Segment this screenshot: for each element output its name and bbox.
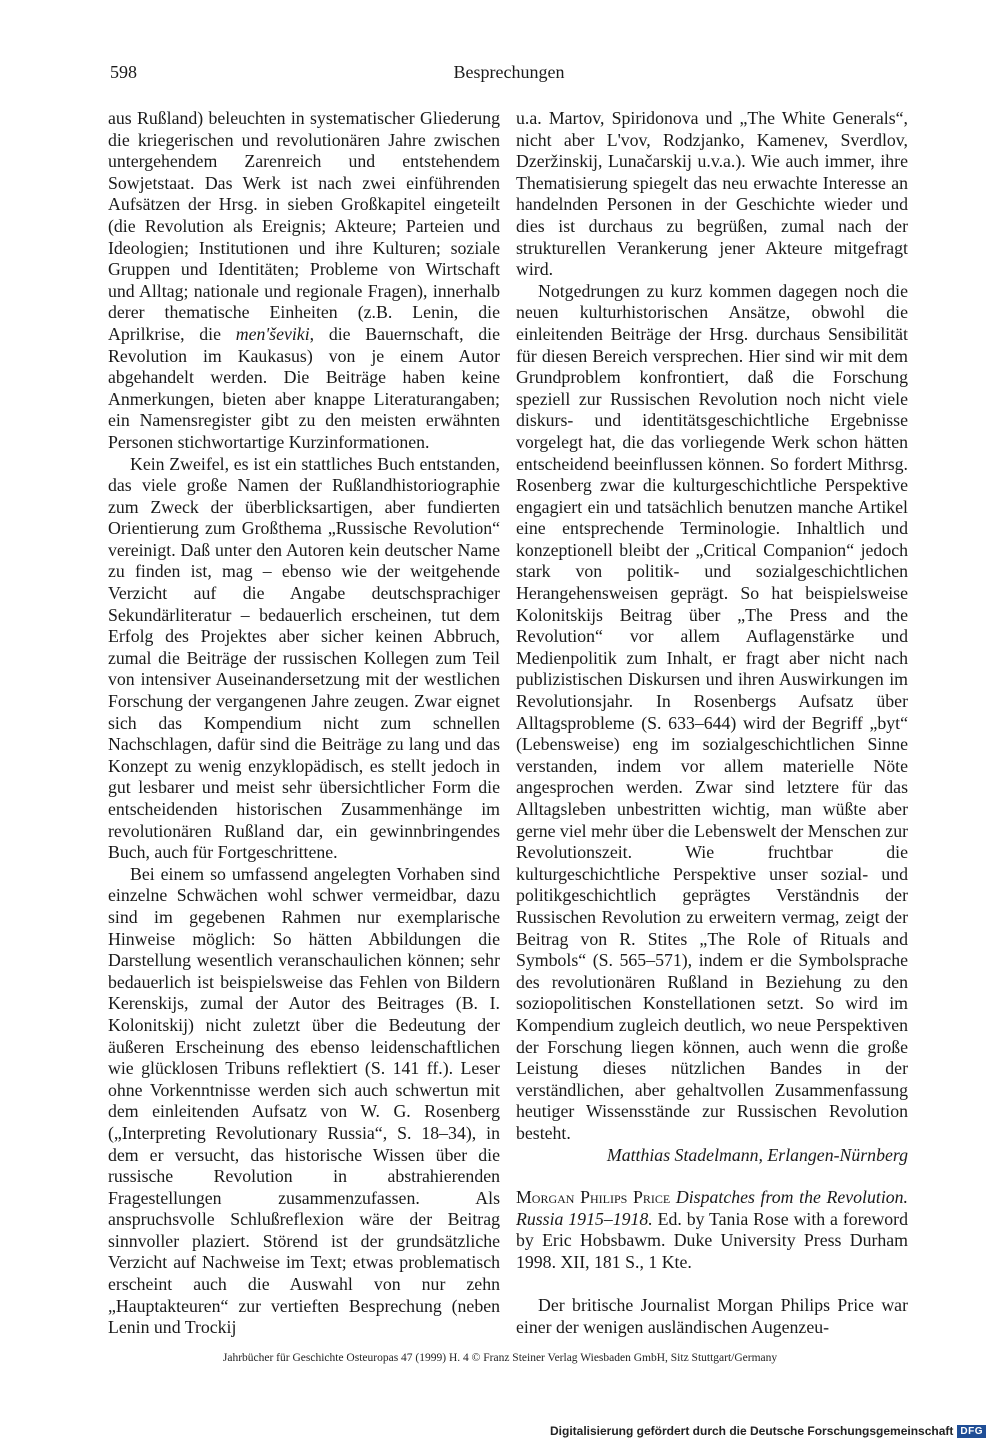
left-paragraph-1-text: aus Rußland) beleuchten in systematischer Gliederung die kriegerischen und revolutionären Jahre zwischen untergehendem Zarenreich und entstehendem Sowjetstaat. Das Werk ist nach zwei einführenden Aufsätzen der Hrsg. in sieben Großkapitel eingeteilt (die Revolution als Ereignis; Akteure; Parteien und Ideologien; Institutionen und ihre Kulturen; soziale Gruppen und Identitäten; Probleme von Wirtschaft und Alltag; nationale und regionale Fragen), innerhalb derer thematische Einheiten (z.B. Lenin, die Aprilkrise, die: [108, 108, 500, 344]
left-paragraph-1-italic: men'ševiki: [235, 323, 310, 344]
funding-notice: [550, 1424, 986, 1438]
review-author: Morgan Philips Price: [516, 1187, 671, 1208]
left-paragraph-3: Bei einem so umfassend angelegten Vorhaben sind einzelne Schwächen wohl schwer vermeidbar, dazu sind im gegebenen Rahmen nur exemplarische Hinweise möglich: So hätten Abbildungen die Darstellung wesentlich veranschaulichen können; sehr bedauerlich ist beispielsweise das Fehlen von Bildern Kerenskijs, zumal der Autor des Beitrages (B. I. Kolonitskij) nicht zuletzt über die Bedeutung der äußeren Erscheinung des ebenso leidenschaftlichen wie glücklosen Tribuns reflektiert (S. 141 ff.). Leser ohne Vorkenntnisse werden sich auch schwertun mit dem einleitenden Aufsatz von W. G. Rosenberg („Interpreting Revolutionary Russia“, S. 18–34), in dem er versucht, das historische Wissen über die russische Revolution in abstrahierenden Fragestellungen zusammenzufassen. Als anspruchsvolle Schlußreflexion wäre der Beitrag sinnvoller plaziert. Störend ist der grundsätzliche Verzicht auf Nachweise im Text; etwas problematisch erscheint auch die Auswahl von nur zehn „Hauptakteuren“ zur vertieften Besprechung (neben Lenin und Trockij: [108, 863, 500, 1338]
page-number: 598: [110, 62, 137, 82]
funding-text: Digitalisierung gefördert durch die Deutsche Forschungsgemeinschaft: [549, 1424, 954, 1438]
review-title: Dispatches from the Revolution. Russia 1915–1918.: [516, 1187, 908, 1229]
review-details: Ed. by Tania Rose with a foreword by Eric Hobsbawm. Duke University Press Durham 1998. XII, 181 S., 1 Kte.: [516, 1208, 908, 1272]
review-signature: Matthias Stadelmann, Erlangen-Nürnberg: [606, 1144, 908, 1165]
left-column: [108, 108, 500, 1339]
left-paragraph-1: [108, 108, 500, 454]
right-column: [516, 108, 908, 1339]
right-paragraph-3: Der britische Journalist Morgan Philips Price war einer der wenigen ausländischen Augenzeu-: [516, 1295, 908, 1338]
left-paragraph-2: Kein Zweifel, es ist ein stattliches Buch entstanden, das viele große Namen der Rußlandhistoriographie zum Zweck der überblicksartigen, aber fundierten Orientierung zum Großthema „Russische Revolution“ vereinigt. Daß unter den Autoren kein deutscher Name zu finden ist, mag – ebenso wie der weitgehende Verzicht auf die Angabe deutschsprachiger Sekundärliteratur – bedauerlich erscheinen, tut dem Erfolg des Projektes aber sicher keinen Abbruch, zumal die Beiträge der russischen Kollegen zum Teil von intensiver Auseinandersetzung mit der westlichen Forschung der vergangenen Jahre zeugen. Zwar eignet sich das Kompendium nicht zum schnellen Nachschlagen, dafür sind die Beiträge zu lang und das Konzept zu wenig enzyklopädisch, es stellt jedoch in gut lesbarer und meist sehr übersichtlicher Form die entscheidenden historischen Zusammenhänge im revolutionären Rußland dar, ein gewinnbringendes Buch, auch für Fortgeschrittene.: [108, 453, 500, 863]
dfg-logo-icon: DFG: [957, 1425, 986, 1438]
left-paragraph-1-rest: , die Bauernschaft, die Revolution im Kaukasus) von je einem Autor abgehandelt werden. Die Beiträge haben keine Anmerkungen, bieten aber knappe Literaturangaben; ein Namensregister gibt zu den meisten erwähnten Personen stichwortartige Kurzinformationen.: [108, 323, 500, 452]
running-title: Besprechungen: [453, 62, 565, 82]
review-bibliographic-heading: [516, 1187, 908, 1273]
right-paragraph-1: u.a. Martov, Spiridonova und „The White Generals“, nicht aber L'vov, Rodzjanko, Kamenev, Sverdlov, Dzeržinskij, Lunačarskij u.v.a.). Wie auch immer, ihre Thematisierung spiegelt das neu erwachte Interesse an handelnden Personen in der Geschichte wieder und dies ist durchaus zu begrüßen, zumal nach der strukturellen Verankerung jener Akteure mitgefragt wird.: [516, 108, 908, 280]
journal-citation-footer: Jahrbücher für Geschichte Osteuropas 47 (1999) H. 4 © Franz Steiner Verlag Wiesbaden GmbH, Sitz Stuttgart/Germany: [222, 1352, 778, 1364]
right-paragraph-2: Notgedrungen zu kurz kommen dagegen noch die neuen kulturhistorischen Ansätze, obwohl die einleitenden Beiträge der Hrsg. durchaus Sensibilität für diesen Bereich versprechen. Hier sind wir mit dem Grundproblem konfrontiert, daß die Forschung speziell zur Russischen Revolution noch nicht viele diskurs- und identitätsgeschichtliche Ergebnisse vorgelegt hat, die das vorliegende Werk schon hätten entscheidend beeinflussen können. So fordert Mithrsg. Rosenberg zwar die kulturgeschichtliche Perspektive engagiert ein und tatsächlich benutzen manche Artikel eine entsprechende Terminologie. Inhaltlich und konzeptionell bleibt der „Critical Companion“ jedoch stark von politik- und sozialgeschichtlichen Herangehensweisen geprägt. So hat beispielsweise Kolonitskijs Beitrag über „The Press and the Revolution“ vor allem Auflagenstärke und Medienpolitik zum Inhalt, er fragt aber nicht nach publizistischen Diskursen und ihren Auswirkungen im Revolutionsjahr. In Rosenbergs Aufsatz über Alltagsprobleme (S. 633–644) wird der Begriff „byt“ (Lebensweise) eng im sozialgeschichtlichen Sinne verstanden, indem vor allem materielle Nöte angesprochen werden. Zwar sind letztere für das Alltagsleben unbestritten wichtig, man wüßte aber gerne viel mehr über die Lebenswelt der Menschen zur Revolutionszeit. Wie fruchtbar die kulturgeschichtliche Perspektive unser sozial- und politikgeschichtlich geprägtes Verständnis der Russischen Revolution zu erweitern vermag, zeigt der Beitrag von R. Stites „The Role of Rituals and Symbols“ (S. 565–571), indem er die Symbolsprache des revolutionären Rußland in Beziehung zu den soziopolitischen Konstellationen setzt. So wird im Kompendium zugleich deutlich, wo neue Perspektiven der Forschung liegen können, auch wenn die große Leistung dieses nützlichen Bandes in der verständlichen, aber gehaltvollen Zusammenfassung heutiger Wissensstände zur Russischen Revolution besteht.: [516, 280, 909, 1143]
